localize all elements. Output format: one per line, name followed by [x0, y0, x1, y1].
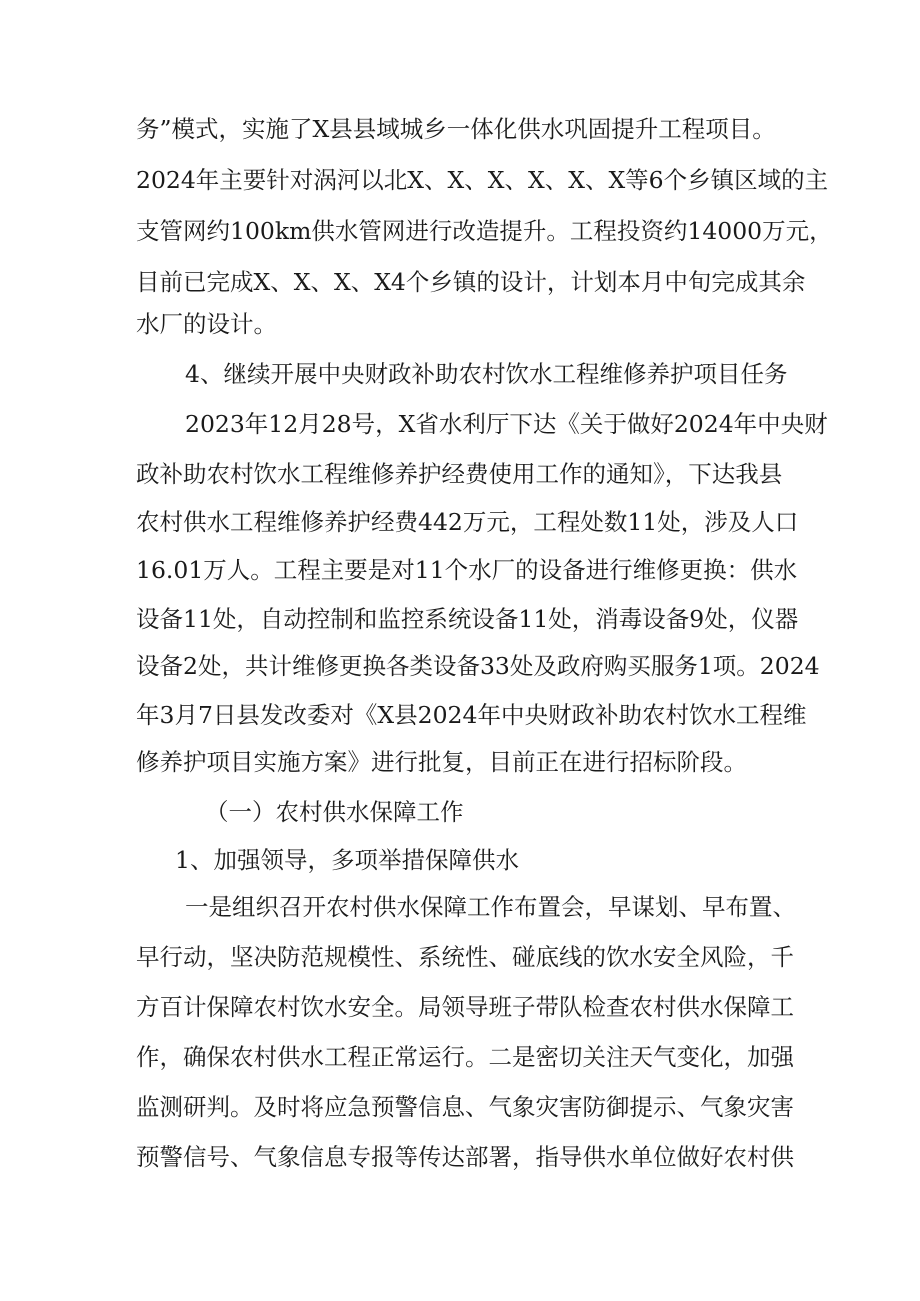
paragraph-line-3: 支管网约100km供水管网进行改造提升。工程投资约14000万元，	[136, 217, 833, 245]
paragraph-line-5: 水厂的设计。	[136, 310, 277, 338]
paragraph-line-16: 方百计保障农村饮水安全。局领导班子带队检查农村供水保障工	[136, 993, 794, 1021]
paragraph-line-7: 政补助农村饮水工程维修养护经费使用工作的通知》，下达我县	[136, 460, 783, 488]
section-heading-1: （一）农村供水保障工作	[205, 798, 464, 826]
paragraph-line-14: 一是组织召开农村供水保障工作布置会，早谋划、早布置、	[185, 893, 796, 921]
paragraph-line-8: 农村供水工程维修养护经费442万元，工程处数11处，涉及人口	[136, 508, 799, 536]
paragraph-line-1: 务”模式，实施了X县县域城乡一体化供水巩固提升工程项目。	[136, 115, 776, 143]
paragraph-line-9: 16.01万人。工程主要是对11个水厂的设备进行维修更换：供水	[136, 556, 798, 584]
paragraph-line-15: 早行动，坚决防范规模性、系统性、碰底线的饮水安全风险，千	[136, 943, 794, 971]
paragraph-line-11: 设备2处，共计维修更换各类设备33处及政府购买服务1项。2024	[136, 652, 820, 680]
paragraph-line-19: 预警信号、气象信息专报等传达部署，指导供水单位做好农村供	[136, 1143, 794, 1171]
paragraph-line-18: 监测研判。及时将应急预警信息、气象灾害防御提示、气象灾害	[136, 1093, 794, 1121]
paragraph-line-2: 2024年主要针对涡河以北X、X、X、X、X、X等6个乡镇区域的主	[136, 166, 829, 194]
paragraph-line-10: 设备11处，自动控制和监控系统设备11处，消毒设备9处，仪器	[136, 605, 799, 633]
paragraph-line-17: 作，确保农村供水工程正常运行。二是密切关注天气变化，加强	[136, 1043, 794, 1071]
paragraph-line-6: 2023年12月28号，X省水利厅下达《关于做好2024年中央财	[185, 410, 828, 438]
paragraph-line-4: 目前已完成X、X、X、X4个乡镇的设计，计划本月中旬完成其余	[136, 268, 806, 296]
section-heading-4: 4、继续开展中央财政补助农村饮水工程维修养护项目任务	[185, 360, 788, 388]
subsection-heading-1: 1、加强领导，多项举措保障供水	[175, 846, 519, 874]
paragraph-line-13: 修养护项目实施方案》进行批复，目前正在进行招标阶段。	[136, 748, 747, 776]
paragraph-line-12: 年3月7日县发改委对《X县2024年中央财政补助农村饮水工程维	[136, 701, 807, 729]
